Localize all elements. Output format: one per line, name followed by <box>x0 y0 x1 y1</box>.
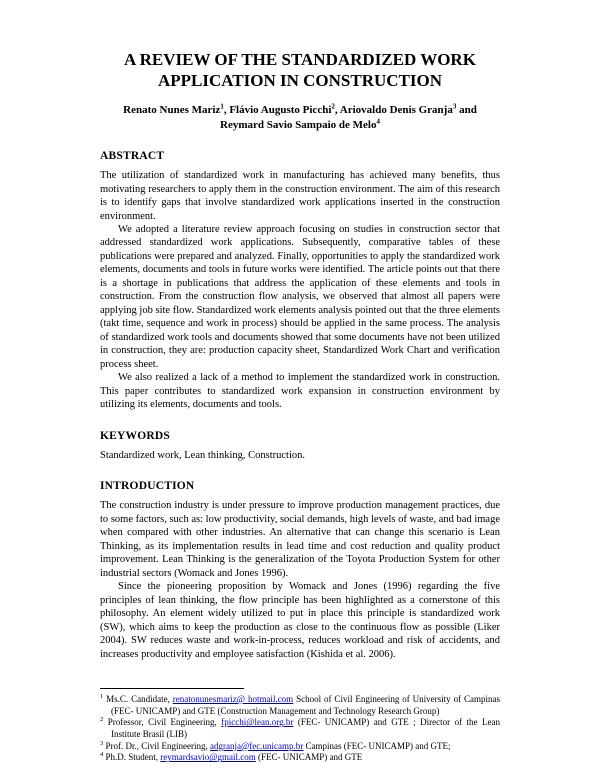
introduction-heading: INTRODUCTION <box>100 480 195 493</box>
authors-line <box>100 103 500 132</box>
footnotes-section <box>100 688 500 764</box>
abstract-paragraph-2: We adopted a literature review approach focusing on studies in construction sector that addressed standardized work applications. Subsequently, comparative tables of these publications were prepared and analyzed. Finally, opportunities to apply the standardized work elements, documents and tools in future works were identified. The article points out that there is a shortage in publications that address the application of these elements and tools in construction. From the construction flow analysis, we observed that almost all papers were applying job site flow. Standardized work elements analysis pointed out that the three elements (takt time, sequence and work in process) should be applied in the same process. The analysis of standardized work tools and documents showed that some documents have not been utilized in construction, they are: production capacity sheet, Standardized Work Chart and verification process sheet. <box>100 224 500 370</box>
footnote-3-text-before: Prof. Dr., Civil Engineering, <box>105 740 210 751</box>
footnote-1-email-link[interactable]: renatonunesmariz@ hotmail.com <box>172 693 294 704</box>
footnote-1-text-after: School of Civil Engineering of University of Campinas (FEC- UNICAMP) and GTE (Construction Management and Technology Research Group) <box>111 693 500 716</box>
footnote-3-text-after: Campinas (FEC- UNICAMP) and GTE; <box>303 740 451 751</box>
author-separator-2: , <box>334 104 340 117</box>
introduction-paragraph-1: The construction industry is under pressure to improve production management practices, due to some factors, such as: low productivity, social demands, high levels of waste, and bad image when compared with other industries. An alternative that can change this scenario is Lean Thinking, as its implementation results in lead time and cost reduction and quality product improvement. Lean Thinking is the generalization of the Toyota Production System for other industrial sectors (Womack and Jones 1996). <box>100 500 500 579</box>
footnote-3-email-link[interactable]: adgranja@fec.unicamp.br <box>210 740 304 751</box>
author-2-name: Flávio Augusto Picchi <box>229 104 332 117</box>
author-4-affiliation-mark: 4 <box>376 117 380 126</box>
footnote-2-email-link[interactable]: fpicchi@lean.org.br <box>221 717 294 728</box>
author-4-name: Reymard Savio Sampaio de Melo <box>220 118 377 131</box>
author-1-name: Renato Nunes Mariz <box>123 104 221 117</box>
author-1-affiliation-mark: 1 <box>220 102 224 111</box>
footnote-separator-rule <box>100 688 244 689</box>
footnote-2 <box>100 717 500 740</box>
footnote-4-text-after: (FEC- UNICAMP) and GTE <box>255 752 363 763</box>
footnote-4-number: 4 <box>100 751 104 759</box>
footnote-2-text-after: (FEC- UNICAMP) and GTE ; Director of the Lean Institute Brasil (LIB) <box>111 717 501 739</box>
footnote-2-text-before: Professor, Civil Engineering, <box>107 717 222 728</box>
footnote-3-number: 3 <box>100 739 104 747</box>
footnote-1-text-before: Ms.C. Candidate, <box>106 693 173 704</box>
paper-title <box>100 50 500 91</box>
abstract-paragraph-3: We also realized a lack of a method to implement the standardized work in construction. This paper contributes to standardized work expansion in construction environment by utilizing its elements, documents and tools. <box>100 372 500 411</box>
abstract-heading: ABSTRACT <box>100 150 165 163</box>
author-3-affiliation-mark: 3 <box>452 102 457 111</box>
title-line-1: A REVIEW OF THE STANDARDIZED WORK <box>124 50 476 69</box>
footnote-4-email-link[interactable]: reymardsavio@gmail.com <box>160 752 256 763</box>
introduction-paragraph-2: Since the pioneering proposition by Womack and Jones (1996) regarding the five principles of lean thinking, the flow principle has been highlighted as a cornerstone of this philosophy. An element widely utilized to put in place this principle is standardized work (SW), which aims to keep the production as close to the continuous flow as possible (Liker 2004). SW reduces waste and work-in-process, reduces workload and risk of accidents, and increases productivity and employee satisfaction (Kishida et al. 2006). <box>100 581 500 660</box>
footnote-4 <box>100 752 500 764</box>
author-3-name: Ariovaldo Denis Granja <box>339 104 453 117</box>
keywords-text: Standardized work, Lean thinking, Construction. <box>100 449 306 461</box>
footnote-3 <box>100 741 500 753</box>
footnote-1-number: 1 <box>100 692 104 700</box>
footnote-2-number: 2 <box>100 716 104 724</box>
title-line-2: APPLICATION IN CONSTRUCTION <box>158 70 442 90</box>
footnote-1 <box>100 694 500 717</box>
author-separator-3: and <box>456 104 477 117</box>
author-2-affiliation-mark: 2 <box>331 102 335 111</box>
abstract-paragraph-1: The utilization of standardized work in manufacturing has achieved many benefits, thus motivating researchers to apply them in the construction environment. The aim of this research is to identify gaps that involve standardized work applications inserted in the construction environment. <box>100 170 500 222</box>
footnote-4-text-before: Ph.D. Student, <box>105 752 161 763</box>
keywords-heading: KEYWORDS <box>100 429 170 442</box>
author-separator-1: , <box>223 104 230 117</box>
